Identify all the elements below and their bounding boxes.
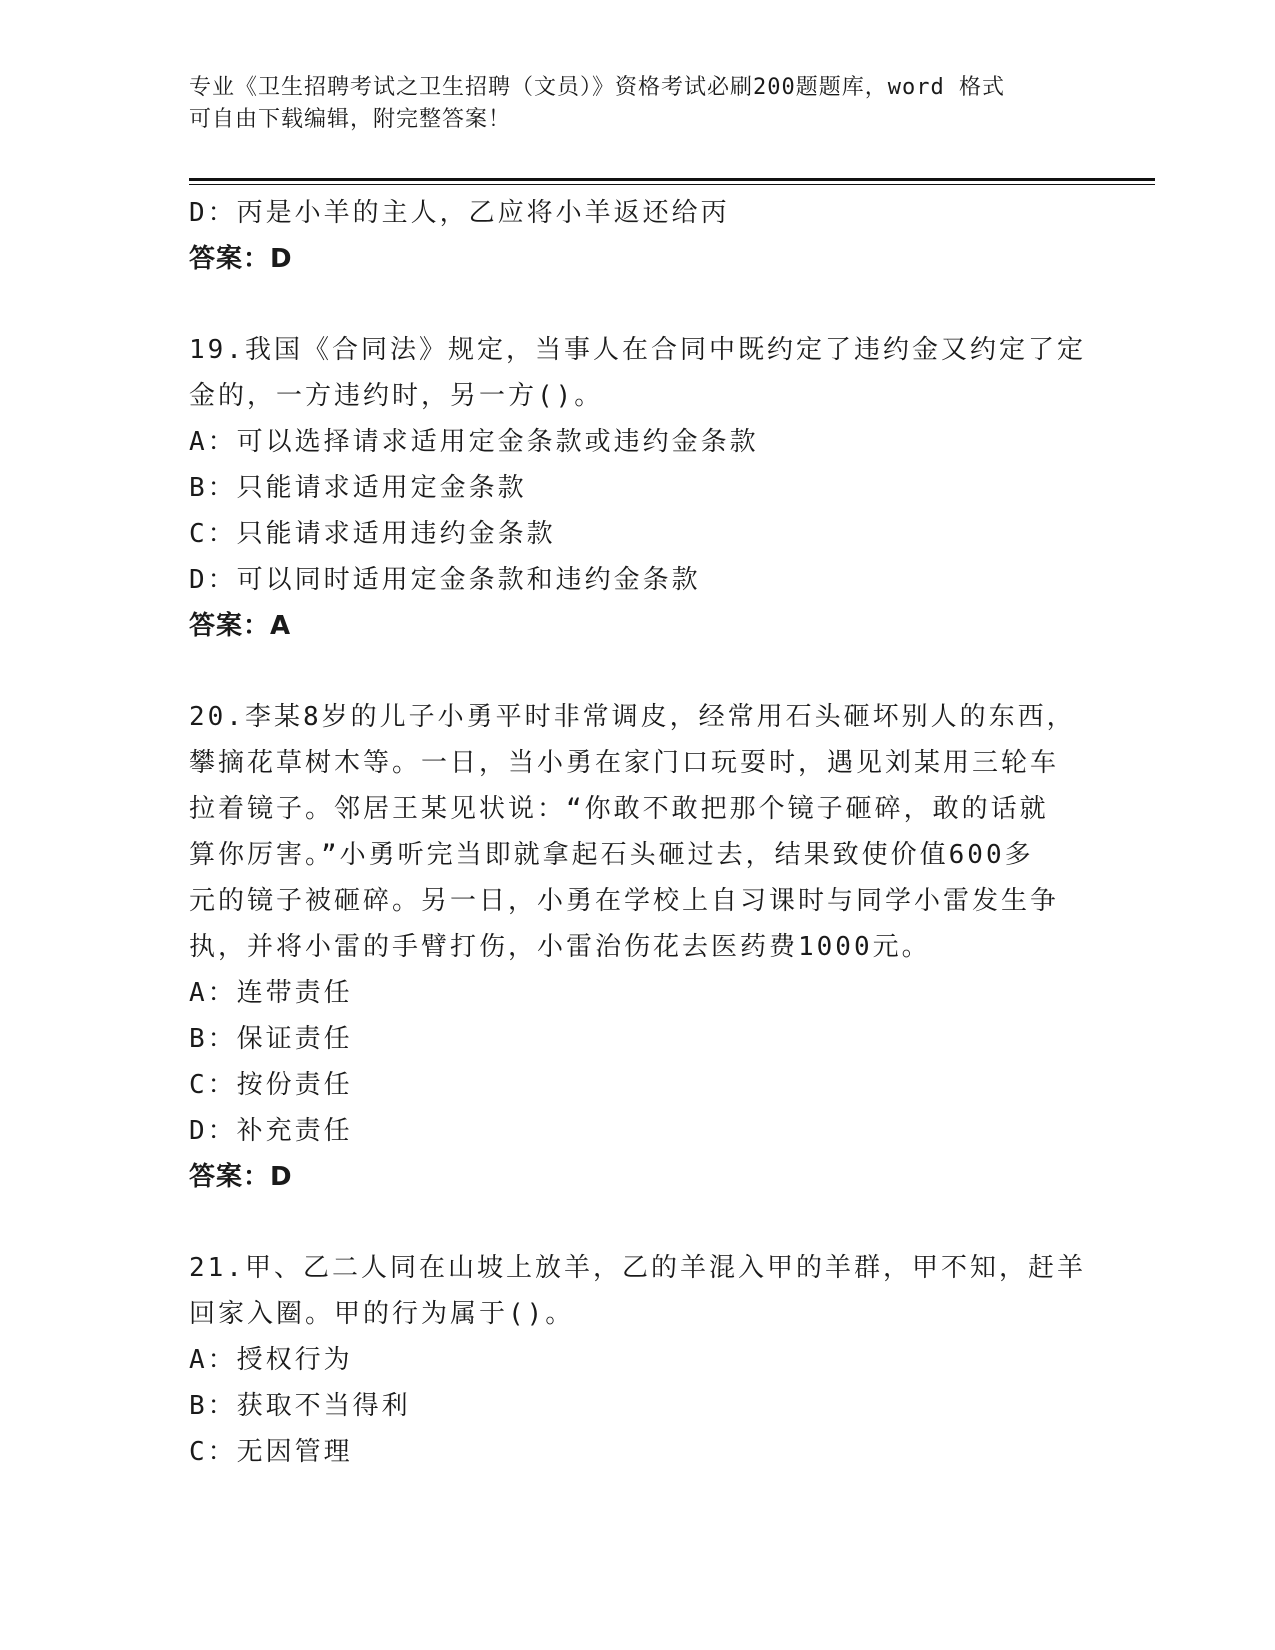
question-20 <box>189 694 1089 1200</box>
option-b: B：保证责任 <box>189 1024 353 1054</box>
question-stem-line: 21.甲、乙二人同在山坡上放羊，乙的羊混入甲的羊群，甲不知，赶羊 <box>189 1253 1086 1283</box>
option-a: A：可以选择请求适用定金条款或违约金条款 <box>189 427 759 457</box>
header-divider-thin <box>189 184 1155 185</box>
question-stem-line: 19.我国《合同法》规定，当事人在合同中既约定了违约金又约定了定 <box>189 335 1086 365</box>
header-line-2: 可自由下载编辑，附完整答案！ <box>189 107 512 132</box>
option-a: A：连带责任 <box>189 978 353 1008</box>
header-divider-thick <box>189 178 1155 181</box>
document-header <box>189 72 1069 136</box>
header-line-1: 专业《卫生招聘考试之卫生招聘（文员）》资格考试必刷200题题库，word 格式 <box>189 75 1005 100</box>
question-stem-line: 回家入圈。甲的行为属于()。 <box>189 1299 575 1329</box>
spacer <box>189 1200 1089 1245</box>
question-stem-line: 金的，一方违约时，另一方()。 <box>189 381 604 411</box>
spacer <box>189 282 1089 327</box>
question-stem-line: 元的镜子被砸碎。另一日，小勇在学校上自习课时与同学小雷发生争 <box>189 886 1060 916</box>
question-stem-line: 拉着镜子。邻居王某见状说：“你敢不敢把那个镜子砸碎，敢的话就 <box>189 794 1049 824</box>
question-stem-line: 算你厉害。”小勇听完当即就拿起石头砸过去，结果致使价值600多 <box>189 840 1034 870</box>
option-c: C：只能请求适用违约金条款 <box>189 519 556 549</box>
spacer <box>189 649 1089 694</box>
answer-label: 答案：D <box>189 244 293 274</box>
option-d: D：补充责任 <box>189 1116 353 1146</box>
question-stem-line: 20.李某8岁的儿子小勇平时非常调皮，经常用石头砸坏别人的东西， <box>189 702 1076 732</box>
option-b: B：获取不当得利 <box>189 1391 411 1421</box>
option-c: C：无因管理 <box>189 1437 353 1467</box>
question-stem-line: 攀摘花草树木等。一日，当小勇在家门口玩耍时，遇见刘某用三轮车 <box>189 748 1060 778</box>
question-content <box>189 190 1089 1475</box>
question-stem-line: 执，并将小雷的手臂打伤，小雷治伤花去医药费1000元。 <box>189 932 931 962</box>
option-d: D：可以同时适用定金条款和违约金条款 <box>189 565 701 595</box>
answer-label: 答案：A <box>189 611 292 641</box>
option-b: B：只能请求适用定金条款 <box>189 473 527 503</box>
option-a: A：授权行为 <box>189 1345 353 1375</box>
option-d: D：丙是小羊的主人，乙应将小羊返还给丙 <box>189 198 730 228</box>
question-21 <box>189 1245 1089 1475</box>
previous-question-tail <box>189 190 1089 282</box>
answer-label: 答案：D <box>189 1162 293 1192</box>
question-19 <box>189 327 1089 649</box>
option-c: C：按份责任 <box>189 1070 353 1100</box>
